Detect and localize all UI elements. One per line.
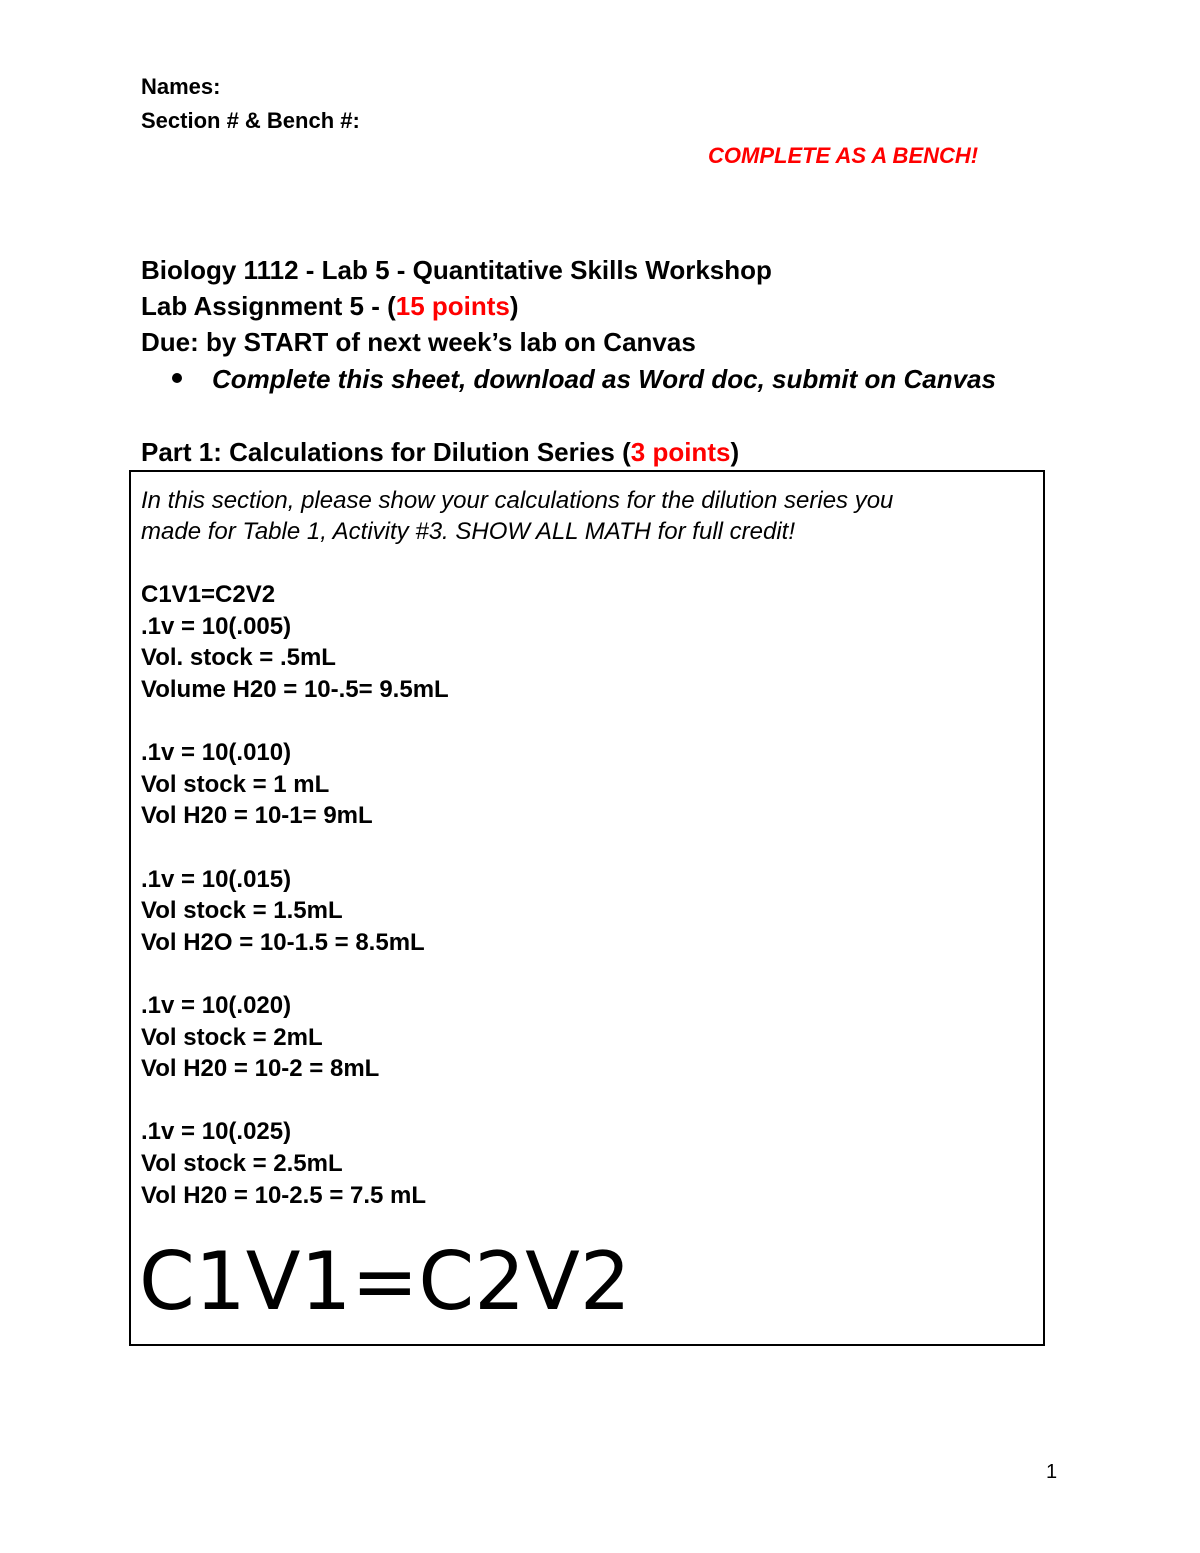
assignment-line	[141, 291, 519, 321]
intro-line-2: made for Table 1, Activity #3. SHOW ALL MATH for full credit!	[141, 518, 796, 545]
page-number: 1	[1046, 1461, 1058, 1483]
calc-1-line-1: .1v = 10(.005)	[141, 613, 292, 640]
calc-4-line-2: Vol stock = 2mL	[141, 1024, 323, 1051]
calc-3-line-3: Vol H2O = 10-1.5 = 8.5mL	[141, 929, 425, 956]
bullet-icon	[172, 373, 182, 383]
instruction-item	[172, 364, 996, 394]
calc-5-line-3: Vol H20 = 10-2.5 = 7.5 mL	[141, 1182, 427, 1209]
part1-heading-prefix: Part 1: Calculations for Dilution Series (	[141, 437, 631, 467]
bench-notice: COMPLETE AS A BENCH!	[708, 143, 979, 168]
assignment-points: 15 points	[395, 291, 510, 321]
assignment-prefix: Lab Assignment 5 - (	[141, 291, 396, 321]
part1-points: 3 points	[630, 437, 731, 467]
assignment-suffix: )	[509, 291, 519, 321]
names-label: Names:	[141, 74, 221, 99]
calc-1-line-2: Vol. stock = .5mL	[141, 644, 336, 671]
section-bench-label: Section # & Bench #:	[141, 108, 360, 133]
calc-3-line-1: .1v = 10(.015)	[141, 866, 292, 893]
calc-4-line-1: .1v = 10(.020)	[141, 992, 292, 1019]
calc-5-line-2: Vol stock = 2.5mL	[141, 1150, 343, 1177]
course-title: Biology 1112 - Lab 5 - Quantitative Skills Workshop	[141, 255, 772, 285]
calc-2-line-3: Vol H20 = 10-1= 9mL	[141, 802, 373, 829]
big-formula: C1V1=C2V2	[139, 1235, 631, 1328]
part1-heading-suffix: )	[730, 437, 740, 467]
instruction-text: Complete this sheet, download as Word doc, submit on Canvas	[212, 364, 996, 394]
formula-line: C1V1=C2V2	[141, 581, 276, 608]
due-line: Due: by START of next week’s lab on Canvas	[141, 327, 696, 357]
calc-2-line-2: Vol stock = 1 mL	[141, 771, 330, 798]
answer-box[interactable]	[129, 470, 1045, 1346]
calc-5-line-1: .1v = 10(.025)	[141, 1118, 292, 1145]
calc-3-line-2: Vol stock = 1.5mL	[141, 897, 343, 924]
calc-4-line-3: Vol H20 = 10-2 = 8mL	[141, 1055, 380, 1082]
calc-1-line-3: Volume H20 = 10-.5= 9.5mL	[141, 676, 449, 703]
intro-line-1: In this section, please show your calculations for the dilution series you	[141, 487, 894, 514]
part1-heading	[141, 437, 739, 467]
calc-2-line-1: .1v = 10(.010)	[141, 739, 292, 766]
